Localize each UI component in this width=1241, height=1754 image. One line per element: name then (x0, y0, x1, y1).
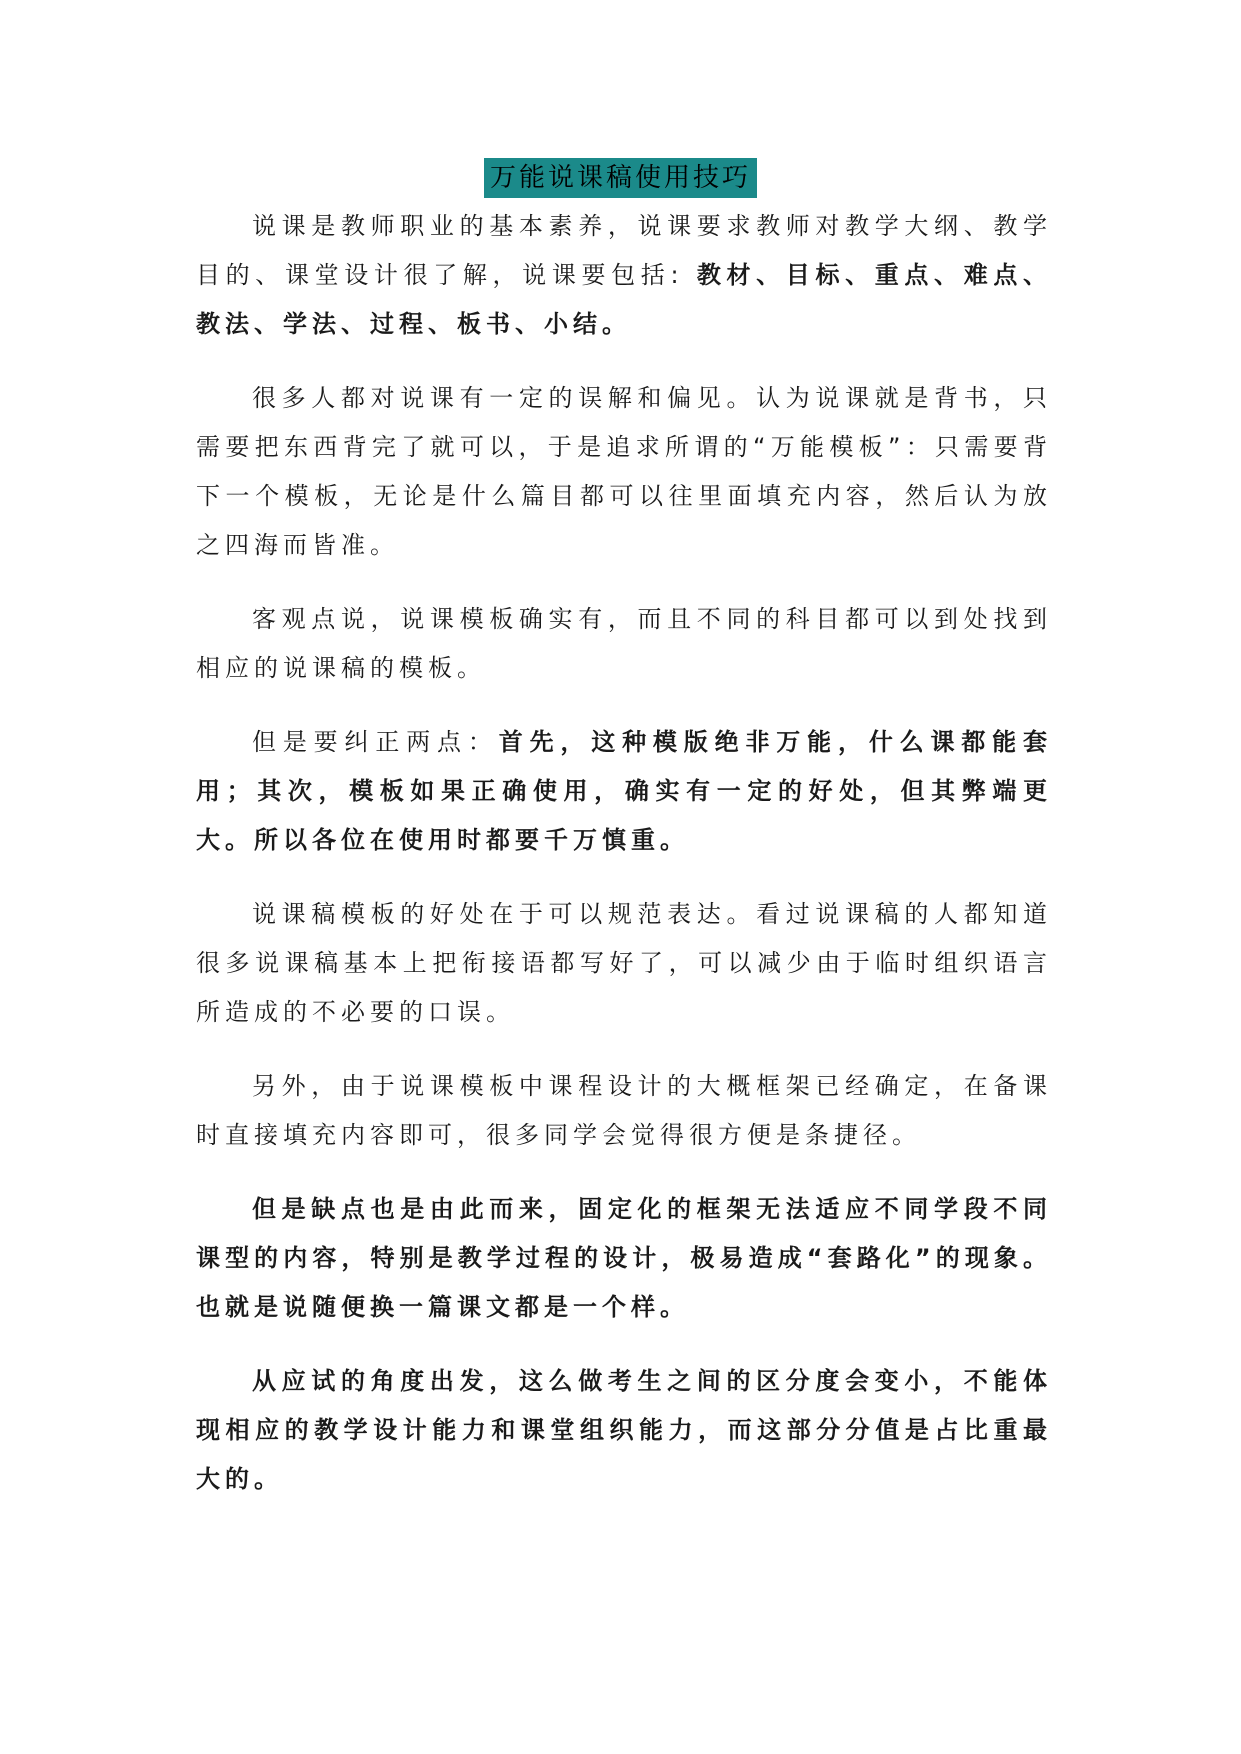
paragraph-run-bold: 从应试的角度出发，这么做考生之间的区分度会变小，不能体现相应的教学设计能力和课堂组织能力，而这部分分值是占比重最大的。 (196, 1367, 1052, 1493)
paragraph-4 (196, 718, 1052, 865)
title-container (0, 158, 1241, 198)
paragraph-run-bold: 但是缺点也是由此而来，固定化的框架无法适应不同学段不同课型的内容，特别是教学过程的设计，极易造成“套路化”的现象。也就是说随便换一篇课文都是一个样。 (196, 1195, 1052, 1321)
paragraph-run: 客观点说，说课模板确实有，而且不同的科目都可以到处找到相应的说课稿的模板。 (196, 605, 1052, 682)
paragraph-2 (196, 374, 1052, 570)
paragraph-run: 另外，由于说课模板中课程设计的大概框架已经确定，在备课时直接填充内容即可，很多同学会觉得很方便是条捷径。 (196, 1072, 1052, 1149)
paragraph-run: 很多人都对说课有一定的误解和偏见。认为说课就是背书，只需要把东西背完了就可以，于是追求所谓的“万能模板”：只需要背下一个模板，无论是什么篇目都可以往里面填充内容，然后认为放之四海而皆准。 (196, 384, 1052, 559)
paragraph-5 (196, 890, 1052, 1037)
document-body (196, 202, 1052, 1529)
paragraph-3 (196, 595, 1052, 693)
paragraph-run: 说课是教师职业的基本素养，说课要求教师对教学大纲、教学目的、课堂设计很了解，说课要包括: (196, 212, 1052, 289)
paragraph-6 (196, 1062, 1052, 1160)
paragraph-8 (196, 1357, 1052, 1504)
paragraph-run: 说课稿模板的好处在于可以规范表达。看过说课稿的人都知道很多说课稿基本上把衔接语都写好了，可以减少由于临时组织语言所造成的不必要的口误。 (196, 900, 1052, 1026)
paragraph-1 (196, 202, 1052, 349)
paragraph-run-bold: 教材、目标、重点、难点、教法、学法、过程、板书、小结。 (196, 261, 1053, 338)
paragraph-7 (196, 1185, 1052, 1332)
paragraph-run-bold: 首先，这种模版绝非万能，什么课都能套用；其次，模板如果正确使用，确实有一定的好处，但其弊端更大。所以各位在使用时都要千万慎重。 (196, 728, 1053, 854)
paragraph-run: 但是要纠正两点： (252, 728, 499, 756)
document-title: 万能说课稿使用技巧 (484, 158, 757, 198)
